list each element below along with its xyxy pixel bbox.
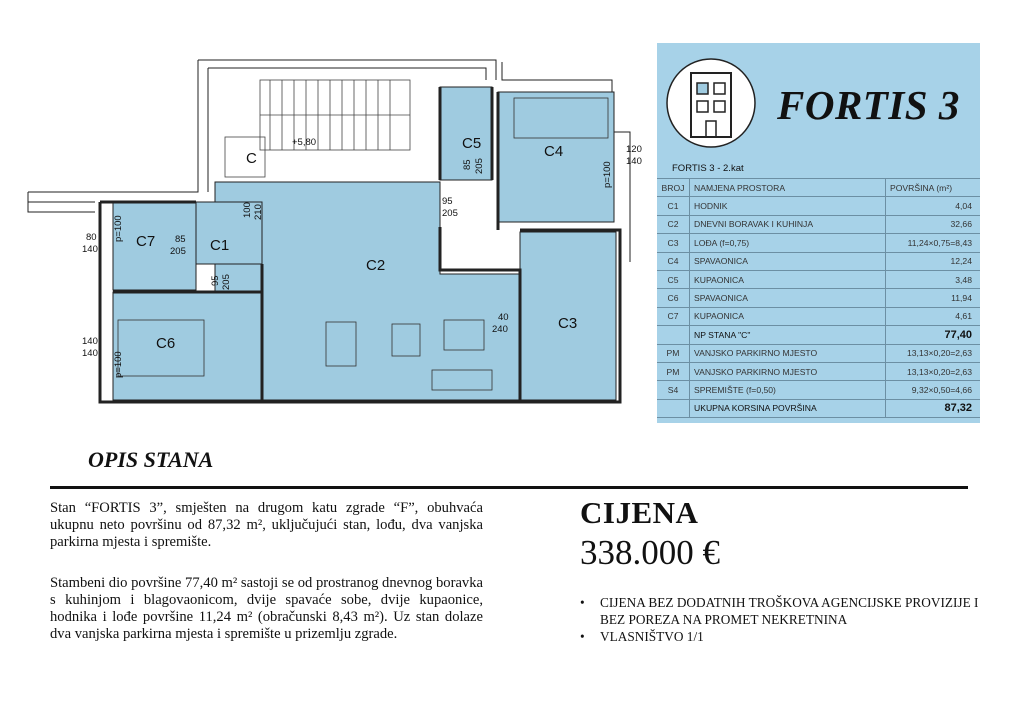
dim-140-lower2: 140 <box>82 348 98 359</box>
row-area: 4,61 <box>886 307 981 325</box>
row-code: C2 <box>657 215 690 233</box>
dim-p100-c7: p=100 <box>113 215 124 242</box>
row-area: 32,66 <box>886 215 981 233</box>
room-label-c7: C7 <box>136 233 156 250</box>
row-code: PM <box>657 344 690 362</box>
row-code: PM <box>657 362 690 380</box>
description-heading: OPIS STANA <box>88 447 214 472</box>
np-stana-row <box>657 326 980 344</box>
row-name: SPREMIŠTE (f=0,50) <box>690 381 886 399</box>
divider <box>50 486 968 489</box>
row-code: S4 <box>657 381 690 399</box>
row-area: 13,13×0,20=2,63 <box>886 362 981 380</box>
row-area: 9,32×0,50=4,66 <box>886 381 981 399</box>
price-heading: CIJENA <box>580 495 699 530</box>
row-name: DNEVNI BORAVAK I KUHINJA <box>690 215 886 233</box>
table-row <box>657 362 980 380</box>
room-label-c: C <box>246 150 257 167</box>
total-value: 87,32 <box>886 399 981 417</box>
room-label-c3: C3 <box>558 315 578 332</box>
row-code: C6 <box>657 289 690 307</box>
table-row <box>657 289 980 307</box>
room-label-c4: C4 <box>544 143 564 160</box>
row-code: C3 <box>657 234 690 252</box>
dim-210: 210 <box>253 204 264 220</box>
table-row <box>657 252 980 270</box>
row-area: 11,94 <box>886 289 981 307</box>
description-paragraph-2: Stambeni dio površine 77,40 m² sastoji se od prostranog dnevnog boravka s kuhinjom i blagovaonicom, dvije spavaće sobe, dvije kupaonice, hodnika i lođe površine 11,24 m² (obračunski 8,43 m²). Uz stan dolaze dva vanjska parkirna mjesta i spremište u prizemlju zgrade. <box>50 575 483 642</box>
row-area: 12,24 <box>886 252 981 270</box>
building-icon <box>665 51 757 155</box>
dim-240: 240 <box>492 324 508 335</box>
dim-80: 80 <box>86 232 97 243</box>
price-value: 338.000 € <box>580 533 720 572</box>
price-note: • VLASNIŠTVO 1/1 <box>580 628 980 645</box>
dim-205: 205 <box>442 208 458 219</box>
dim-p100-c4: p=100 <box>602 161 613 188</box>
dim-205-c7: 205 <box>170 246 186 257</box>
row-name: KUPAONICA <box>690 270 886 288</box>
row-area: 11,24×0,75=8,43 <box>886 234 981 252</box>
table-row <box>657 197 980 215</box>
row-name: VANJSKO PARKIRNO MJESTO <box>690 362 886 380</box>
row-name: SPAVAONICA <box>690 289 886 307</box>
row-name: LOĐA (f=0,75) <box>690 234 886 252</box>
dim-120: 120 <box>626 144 642 155</box>
np-stana-label: NP STANA "C" <box>690 326 886 344</box>
dim-205-c6: 205 <box>221 274 232 290</box>
room-label-c6: C6 <box>156 335 176 352</box>
dim-100: 100 <box>242 202 253 218</box>
price-notes <box>580 594 980 645</box>
dim-140-lower1: 140 <box>82 336 98 347</box>
row-code: C7 <box>657 307 690 325</box>
row-name: VANJSKO PARKIRNO MJESTO <box>690 344 886 362</box>
dim-85-c5: 85 <box>462 159 473 170</box>
dim-p100-c6: p=100 <box>113 351 124 378</box>
floor-plan <box>20 52 642 417</box>
dim-95-c6: 95 <box>210 275 221 286</box>
row-code: C1 <box>657 197 690 215</box>
table-row <box>657 270 980 288</box>
dim-140-right: 140 <box>626 156 642 167</box>
total-row <box>657 399 980 417</box>
apartment-info-panel <box>657 43 980 423</box>
table-header <box>657 179 980 197</box>
dim-205-c5: 205 <box>474 158 485 174</box>
np-stana-value: 77,40 <box>886 326 981 344</box>
floor-subtitle: FORTIS 3 - 2.kat <box>672 163 744 174</box>
row-name: HODNIK <box>690 197 886 215</box>
total-label: UKUPNA KORSINA POVRŠINA <box>690 399 886 417</box>
dim-40: 40 <box>498 312 509 323</box>
header-povrsina: POVRŠINA (m²) <box>886 179 981 197</box>
row-name: KUPAONICA <box>690 307 886 325</box>
apartment-title: FORTIS 3 <box>777 82 960 128</box>
area-table <box>657 178 980 418</box>
row-code: C4 <box>657 252 690 270</box>
elevation-label: +5,80 <box>292 137 317 148</box>
table-row <box>657 307 980 325</box>
header-broj: BROJ <box>657 179 690 197</box>
table-row <box>657 381 980 399</box>
description-paragraph-1: Stan “FORTIS 3”, smješten na drugom katu zgrade “F”, obuhvaća ukupnu neto površinu od 87,32 m², uključujući stan, lođu, dva vanjska parkirna mjesta i spremište. <box>50 500 483 550</box>
room-label-c1: C1 <box>210 237 230 254</box>
dim-140-left: 140 <box>82 244 98 255</box>
row-code: C5 <box>657 270 690 288</box>
row-name: SPAVAONICA <box>690 252 886 270</box>
row-area: 13,13×0,20=2,63 <box>886 344 981 362</box>
price-note: • CIJENA BEZ DODATNIH TROŠKOVA AGENCIJSKE PROVIZIJE I BEZ POREZA NA PROMET NEKRETNINA <box>580 594 980 628</box>
room-label-c5: C5 <box>462 135 482 152</box>
header-namjena: NAMJENA PROSTORA <box>690 179 886 197</box>
table-row <box>657 234 980 252</box>
table-row <box>657 344 980 362</box>
dim-95: 95 <box>442 196 453 207</box>
room-label-c2: C2 <box>366 257 386 274</box>
row-area: 3,48 <box>886 270 981 288</box>
table-row <box>657 215 980 233</box>
row-area: 4,04 <box>886 197 981 215</box>
dim-85: 85 <box>175 234 186 245</box>
